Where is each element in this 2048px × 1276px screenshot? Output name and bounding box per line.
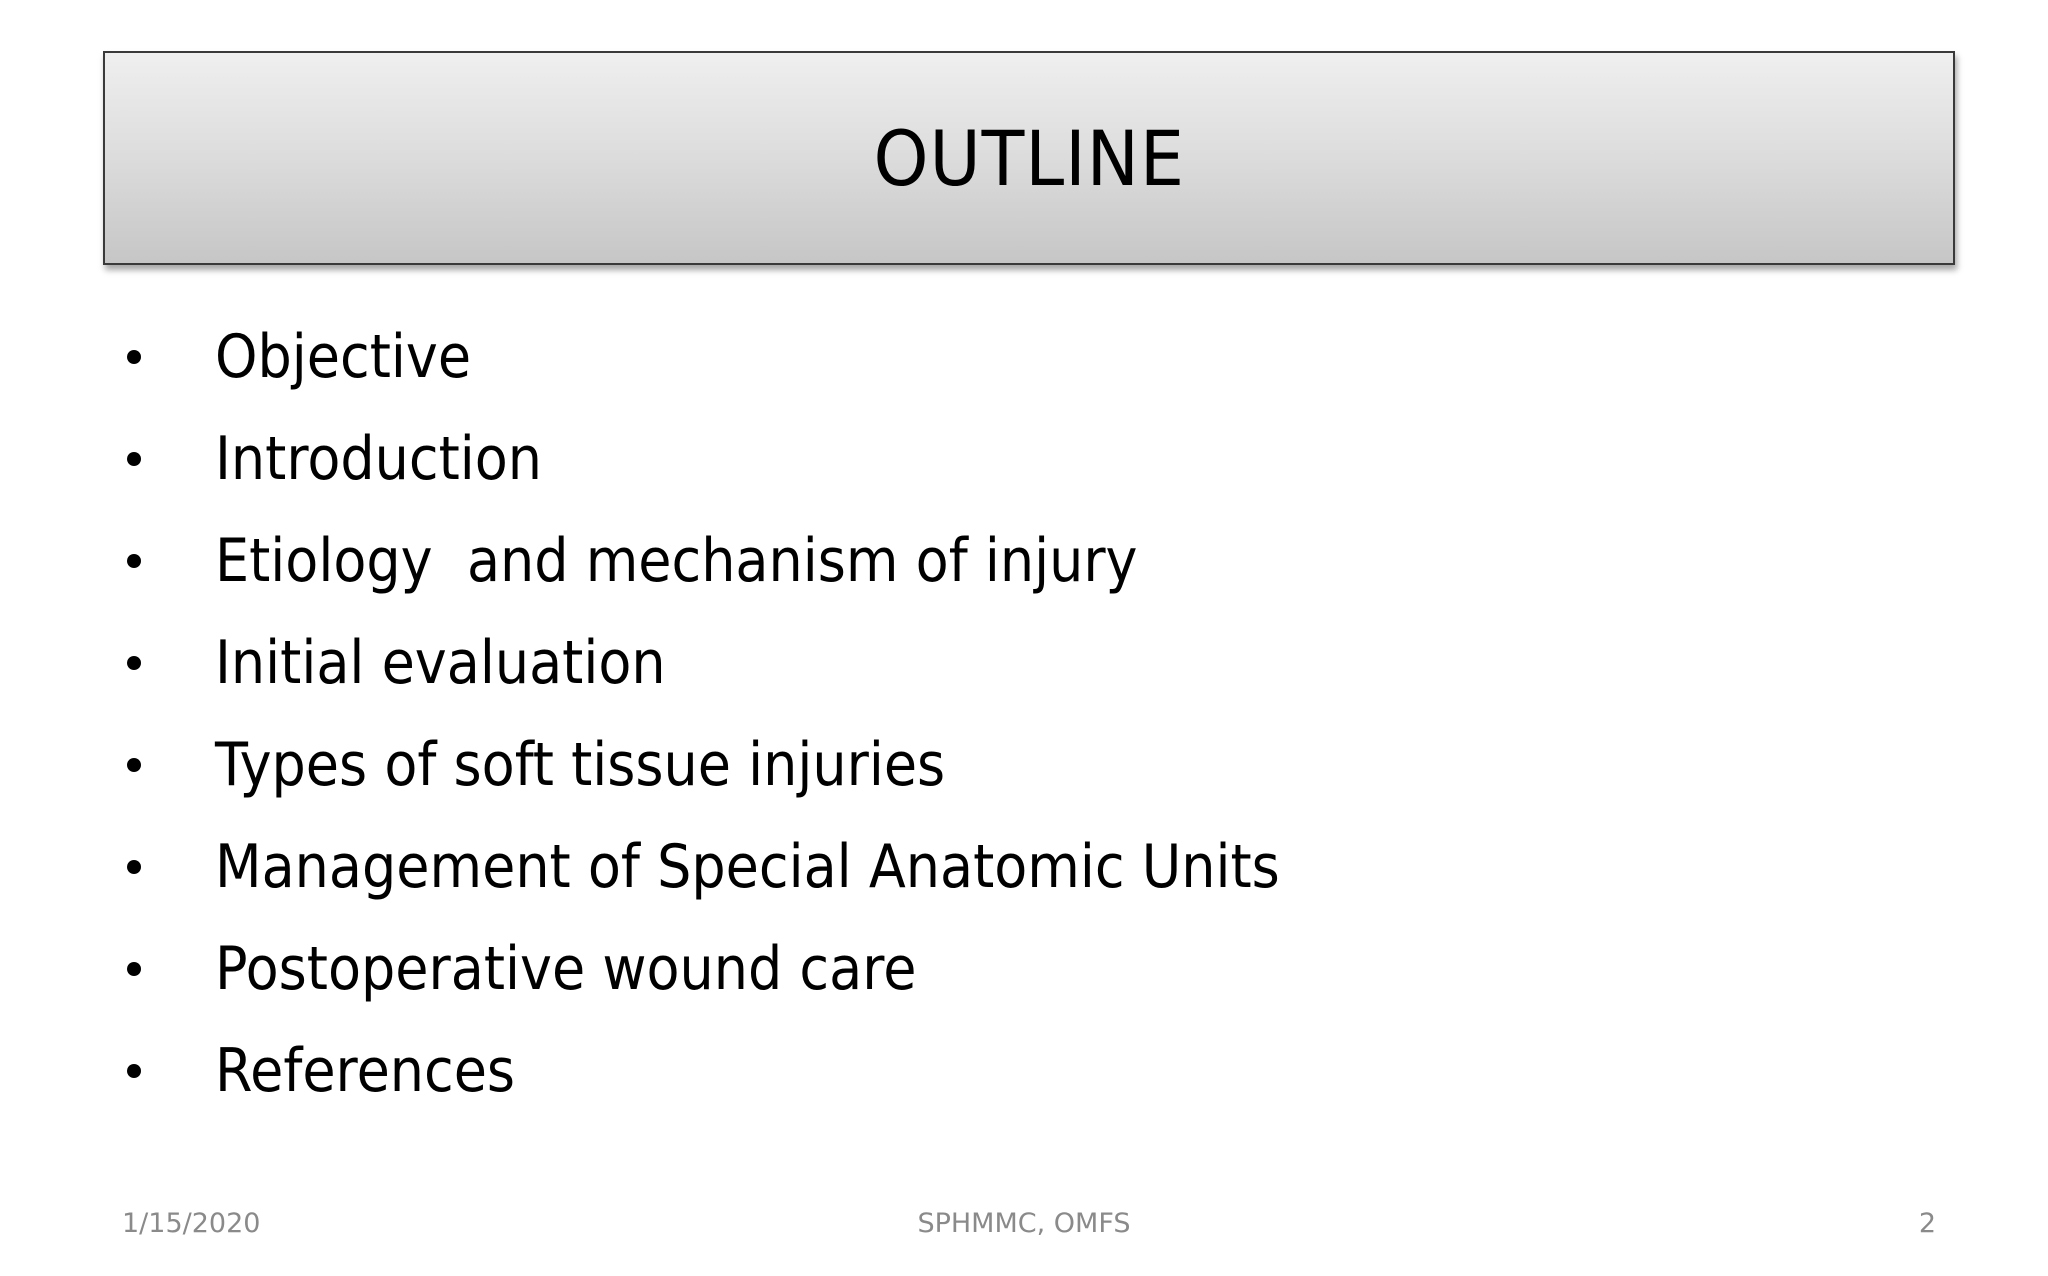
bullet-icon	[127, 350, 141, 364]
bullet-icon	[127, 656, 141, 670]
bullet-item	[120, 918, 1398, 1020]
bullet-text: Etiology and mechanism of injury	[215, 526, 1138, 596]
bullet-item	[120, 714, 1398, 816]
footer-page-number: 2	[1918, 1208, 1936, 1239]
bullet-item	[120, 816, 1398, 918]
bullet-text: Initial evaluation	[215, 628, 666, 698]
bullet-item	[120, 408, 1398, 510]
footer-date: 1/15/2020	[122, 1208, 261, 1239]
bullet-text: Management of Special Anatomic Units	[215, 832, 1280, 902]
bullet-text: Types of soft tissue injuries	[215, 730, 946, 800]
bullet-item	[120, 510, 1398, 612]
bullet-icon	[127, 962, 141, 976]
bullet-text: Postoperative wound care	[215, 934, 917, 1004]
bullet-list	[120, 306, 1398, 1122]
bullet-item	[120, 612, 1398, 714]
bullet-text: References	[215, 1036, 516, 1106]
bullet-icon	[127, 554, 141, 568]
bullet-text: Introduction	[215, 424, 543, 494]
title-box	[103, 51, 1955, 265]
bullet-icon	[127, 1064, 141, 1078]
footer-center-text: SPHMMC, OMFS	[917, 1208, 1131, 1239]
bullet-item	[120, 1020, 1398, 1122]
bullet-item	[120, 306, 1398, 408]
bullet-icon	[127, 860, 141, 874]
bullet-icon	[127, 758, 141, 772]
bullet-icon	[127, 452, 141, 466]
bullet-text: Objective	[215, 322, 472, 392]
slide-title: OUTLINE	[873, 113, 1185, 203]
